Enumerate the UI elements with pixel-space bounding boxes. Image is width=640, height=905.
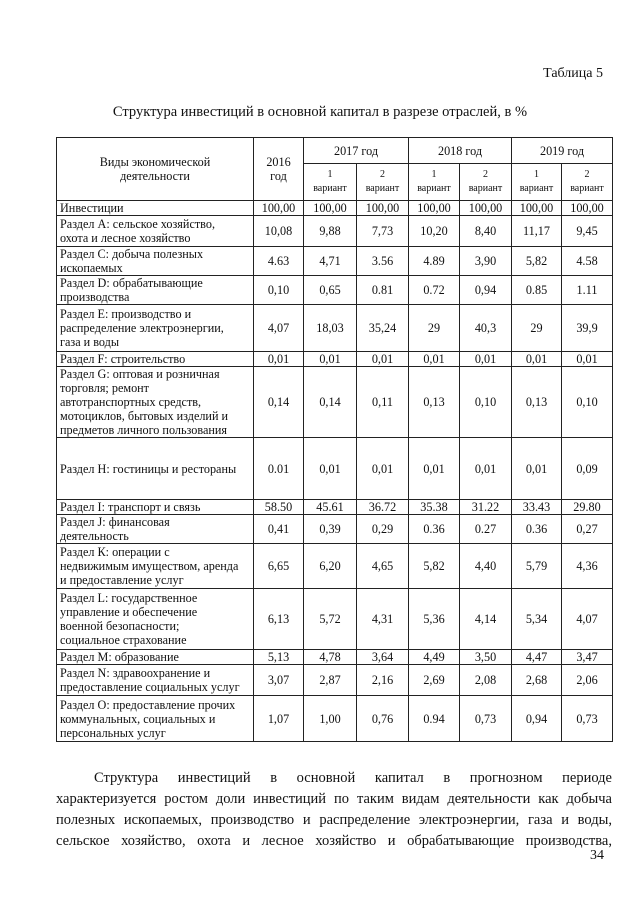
row-label-line: Раздел С: добыча полезных (60, 247, 204, 261)
value-cell: 5,82 (409, 544, 460, 589)
value-cell: 0,01 (512, 438, 562, 500)
value-cell: 0,01 (409, 352, 460, 367)
table-row (57, 247, 613, 276)
value-cell: 0,01 (304, 438, 357, 500)
value-cell: 4,07 (254, 305, 304, 352)
value-cell: 2,87 (304, 665, 357, 696)
value-cell: 0.36 (409, 515, 460, 544)
value-cell: 2,68 (512, 665, 562, 696)
variant-number: 2 (380, 169, 385, 180)
row-label-line: деятельность (60, 529, 129, 543)
variant-word: вариант (570, 183, 604, 194)
value-cell: 0,41 (254, 515, 304, 544)
value-cell: 9,88 (304, 216, 357, 247)
row-label (57, 665, 254, 696)
row-label (57, 696, 254, 742)
paragraph-line: Структура инвестиций в основной капитал в прогнозном периоде (94, 770, 612, 786)
value-cell: 4,78 (304, 650, 357, 665)
row-label (57, 500, 254, 515)
value-cell: 0,13 (512, 367, 562, 438)
value-cell: 0,94 (512, 696, 562, 742)
row-label-line: Раздел L: государственное (60, 591, 198, 605)
value-cell: 0,29 (357, 515, 409, 544)
row-label-line: Раздел О: предоставление прочих (60, 697, 236, 712)
value-cell: 2,06 (562, 665, 613, 696)
value-cell: 3,07 (254, 665, 304, 696)
value-cell: 0.94 (409, 696, 460, 742)
value-cell: 100,00 (357, 201, 409, 216)
row-label-line: ископаемых (60, 261, 123, 275)
table-row (57, 515, 613, 544)
value-cell: 3,64 (357, 650, 409, 665)
row-label (57, 650, 254, 665)
column-header-variant (512, 164, 562, 201)
value-cell: 2,08 (460, 665, 512, 696)
value-cell: 11,17 (512, 216, 562, 247)
page-number: 34 (590, 848, 604, 863)
column-header-variant (460, 164, 512, 201)
value-cell: 7,73 (357, 216, 409, 247)
value-cell: 5,36 (409, 589, 460, 650)
value-cell: 0,65 (304, 276, 357, 305)
column-header-2018: 2018 год (409, 138, 512, 164)
value-cell: 5,72 (304, 589, 357, 650)
row-label-line: Инвестиции (60, 201, 124, 215)
row-label (57, 276, 254, 305)
value-cell: 2,69 (409, 665, 460, 696)
row-label (57, 438, 254, 500)
value-cell: 35,24 (357, 305, 409, 352)
table-title: Структура инвестиций в основной капитал в разрезе отраслей, в % (112, 104, 528, 120)
value-cell: 0,27 (562, 515, 613, 544)
column-header-2016 (254, 138, 304, 201)
row-label (57, 515, 254, 544)
row-label-line: Раздел F: строительство (60, 352, 186, 366)
value-cell: 0,73 (562, 696, 613, 742)
value-cell: 1,00 (304, 696, 357, 742)
value-cell: 100,00 (409, 201, 460, 216)
row-label-line: торговля; ремонт (60, 381, 150, 395)
value-cell: 0,10 (562, 367, 613, 438)
value-cell: 4,14 (460, 589, 512, 650)
row-label-line: социальное страхование (60, 633, 187, 647)
variant-word: вариант (519, 183, 554, 194)
variant-word: вариант (468, 183, 503, 194)
row-label-line: Раздел N: здравоохранение и (60, 666, 211, 680)
column-header-2019: 2019 год (512, 138, 613, 164)
variant-number: 1 (327, 169, 333, 180)
variant-word: вариант (313, 183, 347, 194)
value-cell: 0,94 (460, 276, 512, 305)
value-cell: 1,07 (254, 696, 304, 742)
value-cell: 2,16 (357, 665, 409, 696)
row-label-line: Раздел А: сельское хозяйство, (60, 217, 215, 231)
value-cell: 1.11 (562, 276, 613, 305)
value-cell: 0,76 (357, 696, 409, 742)
value-cell: 0,01 (460, 352, 512, 367)
value-cell: 10,08 (254, 216, 304, 247)
value-cell: 35.38 (409, 500, 460, 515)
value-cell: 100,00 (460, 201, 512, 216)
row-label (57, 201, 254, 216)
value-cell: 0,10 (460, 367, 512, 438)
row-label (57, 544, 254, 589)
value-cell: 40,3 (460, 305, 512, 352)
row-label-line: мотоциклов, бытовых изделий и (60, 409, 229, 423)
row-label-line: и предоставление услуг (60, 573, 184, 587)
value-cell: 36.72 (357, 500, 409, 515)
table-row (57, 650, 613, 665)
column-header-2017: 2017 год (304, 138, 409, 164)
value-cell: 9,45 (562, 216, 613, 247)
table-row (57, 276, 613, 305)
row-label-line: Раздел D: обрабатывающие (60, 276, 203, 290)
paragraph-line: сельское хозяйство, охота и лесное хозяйство и обрабатывающие производства, (56, 833, 612, 849)
value-cell: 29 (409, 305, 460, 352)
column-header-variant (409, 164, 460, 201)
row-label-line: коммунальных, социальных и (60, 711, 216, 726)
value-cell: 0,01 (254, 352, 304, 367)
body-paragraph (56, 768, 612, 852)
value-cell: 100,00 (254, 201, 304, 216)
row-label-line: Раздел К: операции с (60, 545, 170, 559)
column-header-variant (357, 164, 409, 201)
row-label-line: Раздел I: транспорт и связь (60, 500, 201, 514)
row-label (57, 589, 254, 650)
row-label-line: предметов личного пользования (60, 423, 228, 437)
column-header-2016-year: 2016 (266, 155, 291, 169)
value-cell: 4.89 (409, 247, 460, 276)
table-row (57, 665, 613, 696)
row-label-line: Раздел Н: гостиницы и рестораны (60, 461, 237, 476)
value-cell: 4,07 (562, 589, 613, 650)
value-cell: 5,13 (254, 650, 304, 665)
variant-word: вариант (365, 183, 400, 194)
variant-word: вариант (417, 183, 451, 194)
table-row (57, 500, 613, 515)
value-cell: 5,34 (512, 589, 562, 650)
row-label-line: охота и лесное хозяйство (60, 231, 191, 245)
row-label-line: автотранспортных средств, (60, 395, 202, 409)
row-label-line: управление и обеспечение (60, 605, 198, 619)
row-label (57, 367, 254, 438)
value-cell: 0,01 (304, 352, 357, 367)
table-row (57, 589, 613, 650)
value-cell: 31.22 (460, 500, 512, 515)
value-cell: 0.36 (512, 515, 562, 544)
column-header-variant (562, 164, 613, 201)
column-header-activity (57, 138, 254, 201)
value-cell: 0,11 (357, 367, 409, 438)
table-row (57, 216, 613, 247)
value-cell: 0,14 (304, 367, 357, 438)
value-cell: 3,50 (460, 650, 512, 665)
value-cell: 4,71 (304, 247, 357, 276)
table-row (57, 201, 613, 216)
value-cell: 10,20 (409, 216, 460, 247)
value-cell: 0,14 (254, 367, 304, 438)
column-header-variant (304, 164, 357, 201)
row-label-line: распределение электроэнергии, (60, 321, 224, 335)
value-cell: 0.27 (460, 515, 512, 544)
row-label-line: военной безопасности; (60, 619, 180, 633)
value-cell: 5,82 (512, 247, 562, 276)
variant-number: 2 (584, 169, 590, 180)
value-cell: 3,47 (562, 650, 613, 665)
variant-number: 2 (483, 169, 488, 180)
value-cell: 4,47 (512, 650, 562, 665)
column-header-activity-line: деятельности (120, 169, 190, 183)
value-cell: 3.56 (357, 247, 409, 276)
row-label-line: Раздел М: образование (60, 650, 179, 664)
value-cell: 0,09 (562, 438, 613, 500)
value-cell: 4,65 (357, 544, 409, 589)
column-header-2016-unit: год (270, 169, 287, 183)
variant-number: 1 (431, 169, 437, 180)
row-label (57, 305, 254, 352)
value-cell: 4,31 (357, 589, 409, 650)
value-cell: 100,00 (304, 201, 357, 216)
value-cell: 0,13 (409, 367, 460, 438)
value-cell: 58.50 (254, 500, 304, 515)
value-cell: 4.58 (562, 247, 613, 276)
value-cell: 0,01 (562, 352, 613, 367)
table-row (57, 367, 613, 438)
value-cell: 0,01 (460, 438, 512, 500)
column-header-activity-line: Виды экономической (99, 155, 211, 169)
row-label (57, 247, 254, 276)
value-cell: 0.72 (409, 276, 460, 305)
row-label (57, 352, 254, 367)
value-cell: 4,40 (460, 544, 512, 589)
value-cell: 0,01 (512, 352, 562, 367)
value-cell: 3,90 (460, 247, 512, 276)
investment-structure-table (56, 137, 613, 742)
paragraph-line: характеризуется ростом доли инвестиций по таким видам деятельности как добыча (56, 791, 612, 807)
value-cell: 39,9 (562, 305, 613, 352)
value-cell: 0.01 (254, 438, 304, 500)
value-cell: 0,01 (357, 352, 409, 367)
value-cell: 0.81 (357, 276, 409, 305)
value-cell: 18,03 (304, 305, 357, 352)
row-label-line: Раздел J: финансовая (60, 515, 170, 529)
row-label (57, 216, 254, 247)
value-cell: 6,13 (254, 589, 304, 650)
paragraph-line: полезных ископаемых, производство и распределение электроэнергии, газа и воды, (56, 812, 612, 828)
value-cell: 8,40 (460, 216, 512, 247)
value-cell: 29 (512, 305, 562, 352)
value-cell: 0,10 (254, 276, 304, 305)
table-row (57, 352, 613, 367)
value-cell: 0,01 (409, 438, 460, 500)
value-cell: 0,01 (357, 438, 409, 500)
value-cell: 0.85 (512, 276, 562, 305)
variant-number: 1 (534, 169, 539, 180)
value-cell: 0,73 (460, 696, 512, 742)
value-cell: 4,49 (409, 650, 460, 665)
table-row (57, 544, 613, 589)
table-number: Таблица 5 (543, 66, 603, 81)
row-label-line: предоставление социальных услуг (60, 680, 240, 694)
value-cell: 6,20 (304, 544, 357, 589)
row-label-line: Раздел Е: производство и (60, 307, 192, 321)
value-cell: 0,39 (304, 515, 357, 544)
value-cell: 100,00 (562, 201, 613, 216)
table-row (57, 438, 613, 500)
value-cell: 6,65 (254, 544, 304, 589)
value-cell: 33.43 (512, 500, 562, 515)
value-cell: 4.63 (254, 247, 304, 276)
value-cell: 29.80 (562, 500, 613, 515)
row-label-line: недвижимым имуществом, аренда (60, 559, 239, 573)
row-label-line: газа и воды (60, 335, 120, 349)
table-row (57, 696, 613, 742)
value-cell: 5,79 (512, 544, 562, 589)
row-label-line: Раздел G: оптовая и розничная (60, 367, 220, 381)
row-label-line: персональных услуг (60, 725, 166, 740)
table-row (57, 305, 613, 352)
row-label-line: производства (60, 290, 130, 304)
value-cell: 100,00 (512, 201, 562, 216)
value-cell: 4,36 (562, 544, 613, 589)
value-cell: 45.61 (304, 500, 357, 515)
